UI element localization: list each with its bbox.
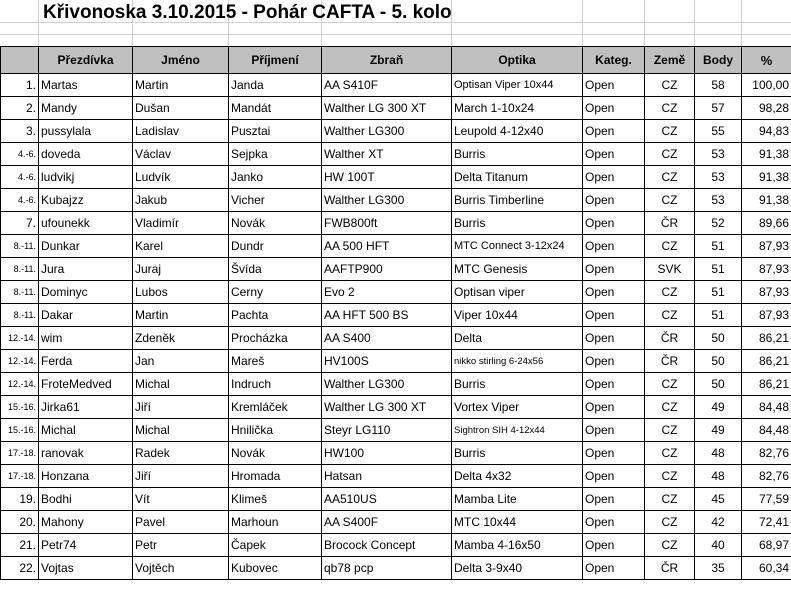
- cell-zbran[interactable]: Steyr LG110: [322, 419, 452, 442]
- cell-optika[interactable]: MTC 10x44: [452, 511, 583, 534]
- cell-optika[interactable]: Mamba 4-16x50: [452, 534, 583, 557]
- cell-prezdivka[interactable]: Martas: [39, 74, 133, 97]
- cell-zeme[interactable]: CZ: [645, 534, 695, 557]
- table-row: [1, 166, 791, 189]
- cell-pct[interactable]: 91,38: [742, 143, 791, 166]
- cell-pct[interactable]: 86,21: [742, 327, 791, 350]
- cell-optika[interactable]: Burris: [452, 442, 583, 465]
- cell-zbran[interactable]: HW 100T: [322, 166, 452, 189]
- cell-rank[interactable]: 17.-18.: [1, 442, 39, 465]
- cell-body[interactable]: 53: [695, 189, 742, 212]
- cell-prijmeni[interactable]: Novák: [229, 212, 322, 235]
- table-row: [1, 327, 791, 350]
- cell-zbran[interactable]: FWB800ft: [322, 212, 452, 235]
- cell-prezdivka[interactable]: Vojtas: [39, 557, 133, 580]
- cell-prijmeni[interactable]: Novák: [229, 442, 322, 465]
- cell-pct[interactable]: 87,93: [742, 281, 791, 304]
- col-header-prijmeni[interactable]: Příjmení: [229, 47, 322, 74]
- cell-body[interactable]: 51: [695, 258, 742, 281]
- cell-zbran[interactable]: AA S400F: [322, 511, 452, 534]
- cell-kateg[interactable]: Open: [583, 97, 645, 120]
- cell-kateg[interactable]: Open: [583, 534, 645, 557]
- cell-rank[interactable]: 4.-6.: [1, 189, 39, 212]
- cell-prijmeni[interactable]: Marhoun: [229, 511, 322, 534]
- cell-body[interactable]: 35: [695, 557, 742, 580]
- cell-rank[interactable]: 4.-6.: [1, 166, 39, 189]
- cell-prezdivka[interactable]: ludvikj: [39, 166, 133, 189]
- cell-prezdivka[interactable]: Kubajzz: [39, 189, 133, 212]
- cell-kateg[interactable]: Open: [583, 212, 645, 235]
- cell-rank[interactable]: 12.-14.: [1, 327, 39, 350]
- cell-pct[interactable]: 91,38: [742, 189, 791, 212]
- cell-zbran[interactable]: qb78 pcp: [322, 557, 452, 580]
- cell-prezdivka[interactable]: Dunkar: [39, 235, 133, 258]
- cell-zbran[interactable]: Walther LG300: [322, 373, 452, 396]
- cell-rank[interactable]: 3.: [1, 120, 39, 143]
- col-header-kateg[interactable]: Kateg.: [583, 47, 645, 74]
- cell-zbran[interactable]: HV100S: [322, 350, 452, 373]
- cell-prijmeni[interactable]: Dundr: [229, 235, 322, 258]
- cell-body[interactable]: 49: [695, 419, 742, 442]
- cell-prezdivka[interactable]: Bodhi: [39, 488, 133, 511]
- table-row: [1, 465, 791, 488]
- cell-pct[interactable]: 91,38: [742, 166, 791, 189]
- table-row: [1, 304, 791, 327]
- cell-kateg[interactable]: Open: [583, 419, 645, 442]
- cell-prezdivka[interactable]: Jura: [39, 258, 133, 281]
- cell-body[interactable]: 49: [695, 396, 742, 419]
- cell-prezdivka[interactable]: pussylala: [39, 120, 133, 143]
- cell-jmeno[interactable]: Pavel: [133, 511, 229, 534]
- cell-kateg[interactable]: Open: [583, 189, 645, 212]
- cell-prezdivka[interactable]: doveda: [39, 143, 133, 166]
- cell-prezdivka[interactable]: FroteMedved: [39, 373, 133, 396]
- cell-prijmeni[interactable]: Mareš: [229, 350, 322, 373]
- cell-zeme[interactable]: CZ: [645, 396, 695, 419]
- cell-pct[interactable]: 72,41: [742, 511, 791, 534]
- cell-zeme[interactable]: CZ: [645, 189, 695, 212]
- col-header-rank[interactable]: [1, 47, 39, 74]
- cell-kateg[interactable]: Open: [583, 488, 645, 511]
- cell-zeme[interactable]: ČR: [645, 327, 695, 350]
- cell-zbran[interactable]: AA HFT 500 BS: [322, 304, 452, 327]
- cell-zeme[interactable]: CZ: [645, 143, 695, 166]
- cell-prezdivka[interactable]: Jirka61: [39, 396, 133, 419]
- cell-prijmeni[interactable]: Hnilička: [229, 419, 322, 442]
- cell-pct[interactable]: 60,34: [742, 557, 791, 580]
- cell-zeme[interactable]: CZ: [645, 419, 695, 442]
- cell-zeme[interactable]: CZ: [645, 511, 695, 534]
- cell-prijmeni[interactable]: Janko: [229, 166, 322, 189]
- cell-zbran[interactable]: Walther LG 300 XT: [322, 396, 452, 419]
- cell-kateg[interactable]: Open: [583, 557, 645, 580]
- cell-optika[interactable]: Burris: [452, 373, 583, 396]
- results-table: [0, 46, 791, 580]
- cell-rank[interactable]: 8.-11.: [1, 281, 39, 304]
- cell-zeme[interactable]: CZ: [645, 488, 695, 511]
- cell-pct[interactable]: 84,48: [742, 396, 791, 419]
- cell-zbran[interactable]: Walther LG 300 XT: [322, 97, 452, 120]
- cell-body[interactable]: 58: [695, 74, 742, 97]
- cell-jmeno[interactable]: Jiří: [133, 465, 229, 488]
- col-header-pct[interactable]: %: [742, 47, 791, 74]
- cell-optika[interactable]: Burris: [452, 212, 583, 235]
- cell-optika[interactable]: Delta Titanum: [452, 166, 583, 189]
- cell-prezdivka[interactable]: Michal: [39, 419, 133, 442]
- cell-pct[interactable]: 89,66: [742, 212, 791, 235]
- col-header-zbran[interactable]: Zbraň: [322, 47, 452, 74]
- cell-rank[interactable]: 20.: [1, 511, 39, 534]
- cell-body[interactable]: 53: [695, 166, 742, 189]
- cell-pct[interactable]: 87,93: [742, 235, 791, 258]
- cell-jmeno[interactable]: Martin: [133, 304, 229, 327]
- cell-kateg[interactable]: Open: [583, 327, 645, 350]
- table-row: [1, 258, 791, 281]
- cell-rank[interactable]: 12.-14.: [1, 350, 39, 373]
- table-row: [1, 557, 791, 580]
- cell-kateg[interactable]: Open: [583, 120, 645, 143]
- cell-zeme[interactable]: CZ: [645, 166, 695, 189]
- cell-rank[interactable]: 15.-16.: [1, 419, 39, 442]
- cell-pct[interactable]: 86,21: [742, 373, 791, 396]
- cell-prijmeni[interactable]: Pusztai: [229, 120, 322, 143]
- cell-rank[interactable]: 8.-11.: [1, 258, 39, 281]
- cell-jmeno[interactable]: Lubos: [133, 281, 229, 304]
- cell-jmeno[interactable]: Ludvík: [133, 166, 229, 189]
- cell-prijmeni[interactable]: Procházka: [229, 327, 322, 350]
- cell-prezdivka[interactable]: Dominyc: [39, 281, 133, 304]
- cell-optika[interactable]: Viper 10x44: [452, 304, 583, 327]
- cell-optika[interactable]: Optisan Viper 10x44: [452, 74, 583, 97]
- cell-body[interactable]: 52: [695, 212, 742, 235]
- cell-pct[interactable]: 84,48: [742, 419, 791, 442]
- cell-zbran[interactable]: Brocock Concept: [322, 534, 452, 557]
- cell-pct[interactable]: 94,83: [742, 120, 791, 143]
- cell-rank[interactable]: 15.-16.: [1, 396, 39, 419]
- cell-jmeno[interactable]: Václav: [133, 143, 229, 166]
- cell-prijmeni[interactable]: Sejpka: [229, 143, 322, 166]
- table-row: [1, 350, 791, 373]
- cell-optika[interactable]: Delta 3-9x40: [452, 557, 583, 580]
- cell-zbran[interactable]: Walther LG300: [322, 120, 452, 143]
- cell-jmeno[interactable]: Jiří: [133, 396, 229, 419]
- cell-body[interactable]: 51: [695, 304, 742, 327]
- cell-zeme[interactable]: CZ: [645, 97, 695, 120]
- cell-optika[interactable]: nikko stirling 6-24x56: [452, 350, 583, 373]
- cell-zeme[interactable]: ČR: [645, 557, 695, 580]
- table-row: [1, 373, 791, 396]
- cell-zbran[interactable]: HW100: [322, 442, 452, 465]
- table-row: [1, 120, 791, 143]
- cell-zbran[interactable]: Evo 2: [322, 281, 452, 304]
- cell-kateg[interactable]: Open: [583, 396, 645, 419]
- cell-prezdivka[interactable]: ranovak: [39, 442, 133, 465]
- cell-zbran[interactable]: AA S400: [322, 327, 452, 350]
- cell-jmeno[interactable]: Vít: [133, 488, 229, 511]
- cell-zeme[interactable]: CZ: [645, 120, 695, 143]
- cell-zbran[interactable]: AA S410F: [322, 74, 452, 97]
- cell-pct[interactable]: 77,59: [742, 488, 791, 511]
- cell-kateg[interactable]: Open: [583, 511, 645, 534]
- cell-zbran[interactable]: AAFTP900: [322, 258, 452, 281]
- cell-body[interactable]: 48: [695, 442, 742, 465]
- header-row: [1, 47, 791, 74]
- cell-kateg[interactable]: Open: [583, 350, 645, 373]
- cell-jmeno[interactable]: Juraj: [133, 258, 229, 281]
- cell-zbran[interactable]: Hatsan: [322, 465, 452, 488]
- cell-body[interactable]: 57: [695, 97, 742, 120]
- cell-jmeno[interactable]: Michal: [133, 373, 229, 396]
- cell-pct[interactable]: 86,21: [742, 350, 791, 373]
- cell-body[interactable]: 51: [695, 281, 742, 304]
- cell-jmeno[interactable]: Zdeněk: [133, 327, 229, 350]
- cell-prijmeni[interactable]: Indruch: [229, 373, 322, 396]
- table-row: [1, 488, 791, 511]
- cell-jmeno[interactable]: Michal: [133, 419, 229, 442]
- cell-prijmeni[interactable]: Mandát: [229, 97, 322, 120]
- cell-rank[interactable]: 22.: [1, 557, 39, 580]
- cell-rank[interactable]: 2.: [1, 97, 39, 120]
- cell-jmeno[interactable]: Ladislav: [133, 120, 229, 143]
- cell-body[interactable]: 40: [695, 534, 742, 557]
- col-header-zeme[interactable]: Země: [645, 47, 695, 74]
- cell-zbran[interactable]: Walther LG300: [322, 189, 452, 212]
- cell-pct[interactable]: 68,97: [742, 534, 791, 557]
- cell-jmeno[interactable]: Karel: [133, 235, 229, 258]
- cell-jmeno[interactable]: Martin: [133, 74, 229, 97]
- cell-prezdivka[interactable]: Dakar: [39, 304, 133, 327]
- cell-kateg[interactable]: Open: [583, 465, 645, 488]
- cell-prijmeni[interactable]: Kubovec: [229, 557, 322, 580]
- cell-pct[interactable]: 100,00: [742, 74, 791, 97]
- cell-kateg[interactable]: Open: [583, 166, 645, 189]
- cell-optika[interactable]: Delta 4x32: [452, 465, 583, 488]
- table-row: [1, 74, 791, 97]
- cell-rank[interactable]: 19.: [1, 488, 39, 511]
- cell-zeme[interactable]: ČR: [645, 350, 695, 373]
- cell-kateg[interactable]: Open: [583, 442, 645, 465]
- cell-optika[interactable]: Mamba Lite: [452, 488, 583, 511]
- cell-jmeno[interactable]: Radek: [133, 442, 229, 465]
- cell-optika[interactable]: MTC Genesis: [452, 258, 583, 281]
- cell-optika[interactable]: March 1-10x24: [452, 97, 583, 120]
- cell-zbran[interactable]: AA510US: [322, 488, 452, 511]
- cell-kateg[interactable]: Open: [583, 281, 645, 304]
- cell-body[interactable]: 50: [695, 373, 742, 396]
- cell-body[interactable]: 48: [695, 465, 742, 488]
- cell-rank[interactable]: 1.: [1, 74, 39, 97]
- cell-zbran[interactable]: Walther XT: [322, 143, 452, 166]
- cell-jmeno[interactable]: Vojtěch: [133, 557, 229, 580]
- cell-rank[interactable]: 17.-18.: [1, 465, 39, 488]
- cell-zeme[interactable]: CZ: [645, 74, 695, 97]
- table-row: [1, 281, 791, 304]
- cell-optika[interactable]: Optisan viper: [452, 281, 583, 304]
- cell-prezdivka[interactable]: wim: [39, 327, 133, 350]
- cell-kateg[interactable]: Open: [583, 143, 645, 166]
- cell-prijmeni[interactable]: Čapek: [229, 534, 322, 557]
- cell-kateg[interactable]: Open: [583, 258, 645, 281]
- table-body: [1, 74, 791, 580]
- cell-body[interactable]: 42: [695, 511, 742, 534]
- cell-optika[interactable]: Burris: [452, 143, 583, 166]
- cell-body[interactable]: 45: [695, 488, 742, 511]
- cell-body[interactable]: 50: [695, 327, 742, 350]
- table-row: [1, 396, 791, 419]
- cell-prijmeni[interactable]: Klimeš: [229, 488, 322, 511]
- cell-zeme[interactable]: CZ: [645, 465, 695, 488]
- cell-prijmeni[interactable]: Hromada: [229, 465, 322, 488]
- cell-zeme[interactable]: CZ: [645, 373, 695, 396]
- cell-body[interactable]: 50: [695, 350, 742, 373]
- cell-prezdivka[interactable]: Honzana: [39, 465, 133, 488]
- cell-optika[interactable]: Sightron SIH 4-12x44: [452, 419, 583, 442]
- cell-pct[interactable]: 87,93: [742, 304, 791, 327]
- cell-rank[interactable]: 12.-14.: [1, 373, 39, 396]
- table-row: [1, 97, 791, 120]
- cell-prezdivka[interactable]: Mahony: [39, 511, 133, 534]
- cell-zeme[interactable]: CZ: [645, 281, 695, 304]
- cell-prezdivka[interactable]: Ferda: [39, 350, 133, 373]
- table-row: [1, 212, 791, 235]
- cell-rank[interactable]: 7.: [1, 212, 39, 235]
- cell-kateg[interactable]: Open: [583, 373, 645, 396]
- col-header-optika[interactable]: Optika: [452, 47, 583, 74]
- cell-rank[interactable]: 8.-11.: [1, 235, 39, 258]
- cell-zeme[interactable]: SVK: [645, 258, 695, 281]
- cell-jmeno[interactable]: Dušan: [133, 97, 229, 120]
- cell-zbran[interactable]: AA 500 HFT: [322, 235, 452, 258]
- cell-optika[interactable]: Vortex Viper: [452, 396, 583, 419]
- cell-body[interactable]: 53: [695, 143, 742, 166]
- cell-prijmeni[interactable]: Cerny: [229, 281, 322, 304]
- cell-optika[interactable]: Leupold 4-12x40: [452, 120, 583, 143]
- cell-jmeno[interactable]: Jan: [133, 350, 229, 373]
- cell-optika[interactable]: MTC Connect 3-12x24: [452, 235, 583, 258]
- cell-pct[interactable]: 82,76: [742, 465, 791, 488]
- cell-kateg[interactable]: Open: [583, 74, 645, 97]
- cell-rank[interactable]: 4.-6.: [1, 143, 39, 166]
- cell-zeme[interactable]: CZ: [645, 304, 695, 327]
- cell-optika[interactable]: Burris Timberline: [452, 189, 583, 212]
- cell-jmeno[interactable]: Petr: [133, 534, 229, 557]
- cell-prezdivka[interactable]: Mandy: [39, 97, 133, 120]
- table-row: [1, 143, 791, 166]
- cell-prijmeni[interactable]: Vicher: [229, 189, 322, 212]
- table-row: [1, 189, 791, 212]
- cell-jmeno[interactable]: Vladimír: [133, 212, 229, 235]
- cell-pct[interactable]: 82,76: [742, 442, 791, 465]
- cell-prijmeni[interactable]: Pachta: [229, 304, 322, 327]
- cell-rank[interactable]: 21.: [1, 534, 39, 557]
- cell-prijmeni[interactable]: Švída: [229, 258, 322, 281]
- cell-rank[interactable]: 8.-11.: [1, 304, 39, 327]
- cell-pct[interactable]: 98,28: [742, 97, 791, 120]
- table-row: [1, 235, 791, 258]
- cell-prezdivka[interactable]: Petr74: [39, 534, 133, 557]
- cell-kateg[interactable]: Open: [583, 235, 645, 258]
- col-header-jmeno[interactable]: Jméno: [133, 47, 229, 74]
- col-header-body[interactable]: Body: [695, 47, 742, 74]
- cell-body[interactable]: 55: [695, 120, 742, 143]
- table-row: [1, 442, 791, 465]
- cell-prezdivka[interactable]: ufounekk: [39, 212, 133, 235]
- cell-zeme[interactable]: ČR: [645, 212, 695, 235]
- page-title: Křivonoska 3.10.2015 - Pohár CAFTA - 5. kolo: [43, 2, 452, 23]
- cell-optika[interactable]: Delta: [452, 327, 583, 350]
- col-header-prezdivka[interactable]: Přezdívka: [39, 47, 133, 74]
- cell-zeme[interactable]: CZ: [645, 235, 695, 258]
- cell-prijmeni[interactable]: Janda: [229, 74, 322, 97]
- cell-zeme[interactable]: CZ: [645, 442, 695, 465]
- table-row: [1, 511, 791, 534]
- cell-jmeno[interactable]: Jakub: [133, 189, 229, 212]
- cell-body[interactable]: 51: [695, 235, 742, 258]
- table-row: [1, 534, 791, 557]
- cell-prijmeni[interactable]: Kremláček: [229, 396, 322, 419]
- table-row: [1, 419, 791, 442]
- cell-pct[interactable]: 87,93: [742, 258, 791, 281]
- cell-kateg[interactable]: Open: [583, 304, 645, 327]
